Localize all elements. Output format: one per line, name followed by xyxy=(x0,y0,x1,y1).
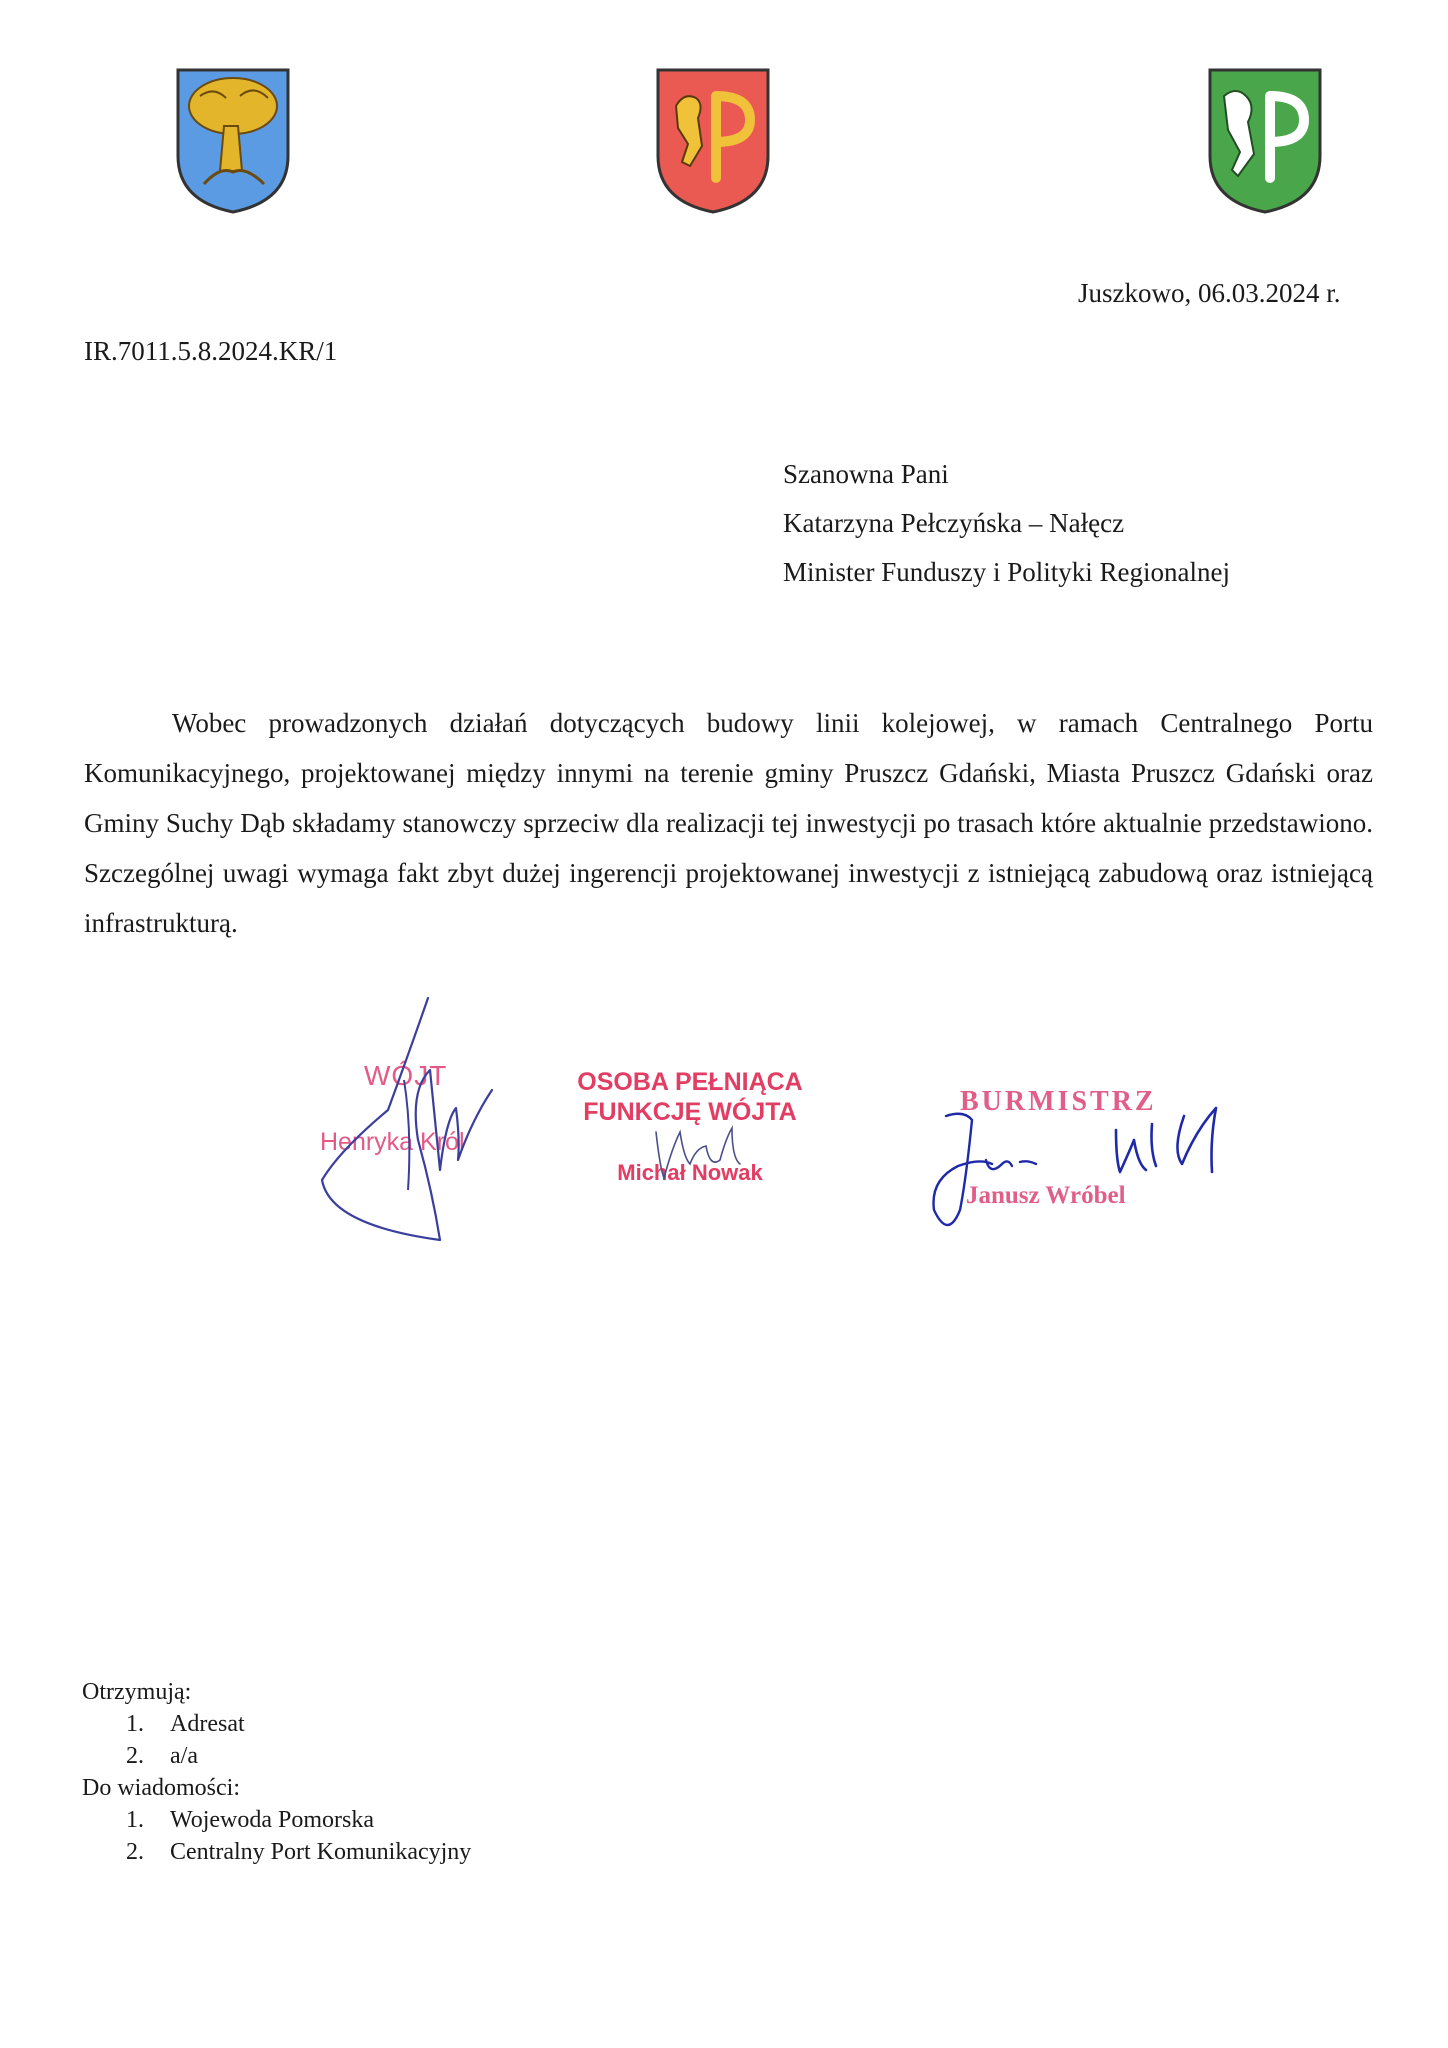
list-item: 2. a/a xyxy=(126,1743,198,1769)
addressee-block xyxy=(783,450,1230,597)
stamp-title-wojt: WÓJT xyxy=(364,1060,448,1091)
receive-label: Otrzymują: xyxy=(82,1679,192,1705)
handwritten-signature-icon xyxy=(920,1080,1260,1250)
signature-osoba-pelniaca xyxy=(560,1068,820,1198)
signature-wojt xyxy=(300,990,530,1250)
reference-number: IR.7011.5.8.2024.KR/1 xyxy=(84,336,338,366)
stamp-title-line1: OSOBA PEŁNIĄCA xyxy=(577,1068,803,1096)
addressee-name: Katarzyna Pełczyńska – Nałęcz xyxy=(783,508,1125,538)
info-label: Do wiadomości: xyxy=(82,1775,240,1801)
salutation: Szanowna Pani xyxy=(783,459,949,489)
handwritten-signature-icon xyxy=(560,1068,820,1198)
recipients-list xyxy=(82,1676,471,1868)
stamp-title-burmistrz: BURMISTRZ xyxy=(960,1086,1157,1117)
coat-of-arms-lion-icon xyxy=(654,66,772,216)
place-date: Juszkowo, 06.03.2024 r. xyxy=(1078,278,1341,308)
letter-body: Wobec prowadzonych działań dotyczących budowy linii kolejowej, w ramach Centralnego Portu Komunikacyjnego, projektowanej między innymi na terenie gminy Pruszcz Gdański, Miasta Pruszcz Gdański oraz Gminy Suchy Dąb składamy stanowczy sprzeciw dla realizacji tej inwestycji po trasach które aktualnie przedstawiono. Szczególnej uwagi wymaga fakt zbyt dużej ingerencji projektowanej inwestycji z istniejącą zabudową oraz istniejącą infrastrukturą. xyxy=(84,708,1373,938)
stamp-name-osoba: Michał Nowak xyxy=(617,1160,763,1185)
stamp-name-burmistrz: Janusz Wróbel xyxy=(966,1182,1126,1209)
addressee-position: Minister Funduszy i Polityki Regionalnej xyxy=(783,557,1230,587)
list-item: 1. Adresat xyxy=(126,1711,245,1737)
list-item: 1. Wojewoda Pomorska xyxy=(126,1807,375,1833)
coat-of-arms-griffin-icon xyxy=(1206,66,1324,216)
signature-burmistrz xyxy=(920,1080,1260,1250)
stamp-name-wojt: Henryka Król xyxy=(320,1128,465,1156)
stamp-title-line2: FUNKCJĘ WÓJTA xyxy=(583,1098,797,1126)
coat-of-arms-oak-icon xyxy=(174,66,292,216)
handwritten-signature-icon xyxy=(300,990,530,1250)
list-item: 2. Centralny Port Komunikacyjny xyxy=(126,1839,472,1865)
